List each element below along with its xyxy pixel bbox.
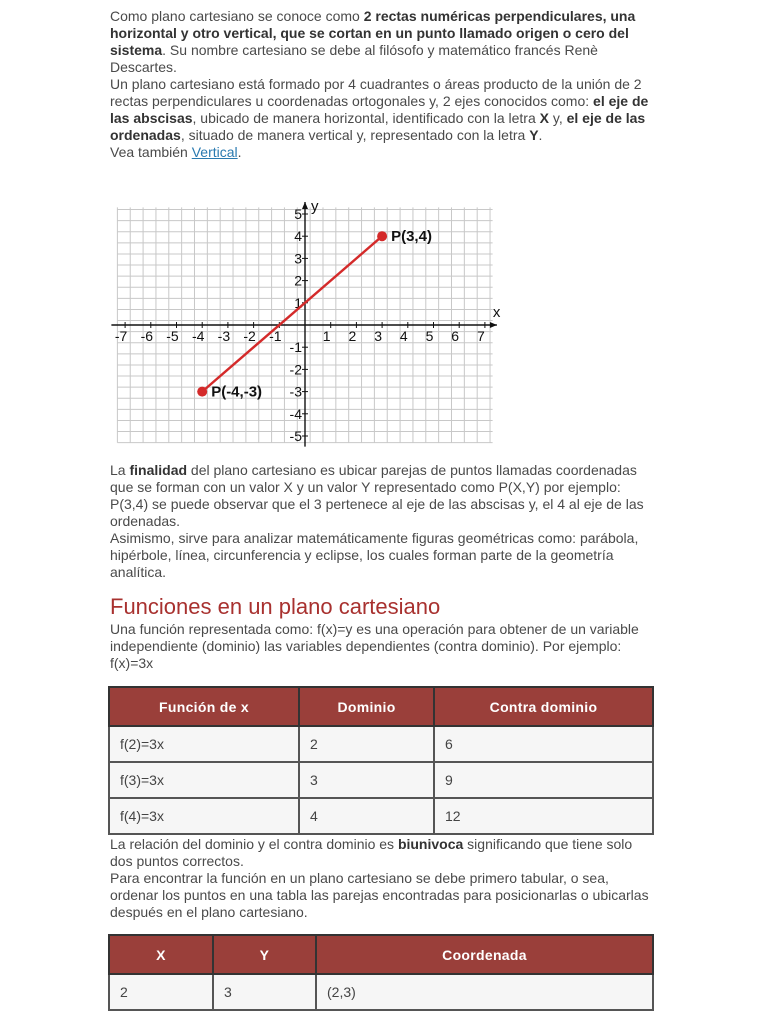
y-tick-label: 4 (294, 228, 302, 245)
point-label: P(3,4) (391, 228, 432, 246)
y-tick-label: 3 (294, 250, 302, 267)
see-also-suffix: . (237, 144, 242, 160)
header-contra-dominio: Contra dominio (434, 687, 653, 726)
finalidad-bold: finalidad (129, 462, 188, 478)
intro-bold-abscisas: el eje de las abscisas (110, 93, 649, 126)
table-cell: f(4)=3x (109, 798, 299, 834)
table-row (109, 726, 653, 762)
x-tick-label: 1 (322, 328, 331, 344)
x-tick-label: 2 (348, 328, 357, 344)
header-y: Y (213, 935, 316, 974)
finalidad-text: Asimismo, sirve para analizar matemáticamente figuras geométricas como: parábola, hipérbole, línea, circunferencia y eclipse, los cuales forman parte de la geometría analítica. (110, 530, 639, 580)
y-tick-label: -5 (289, 428, 302, 444)
intro-bold-x: X (539, 110, 549, 126)
intro-bold-ordenadas: el eje de las ordenadas (110, 110, 646, 143)
table-cell: f(3)=3x (109, 762, 299, 798)
table-cell: 6 (434, 726, 653, 762)
x-tick-label: -6 (140, 328, 154, 344)
x-tick-label: -3 (217, 328, 231, 344)
table-cell: 4 (299, 798, 434, 834)
intro-text: . (538, 127, 543, 143)
section-heading: Funciones en un plano cartesiano (110, 594, 441, 619)
table-header-row (109, 687, 653, 726)
y-tick-label: -3 (289, 383, 302, 400)
x-tick-label: 3 (374, 328, 382, 344)
finalidad-text: La (110, 462, 130, 478)
x-tick-label: 7 (477, 328, 485, 344)
x-tick-label: -7 (114, 328, 128, 344)
y-tick-label: 2 (294, 272, 302, 289)
table-row (109, 798, 653, 834)
x-tick-label: 6 (451, 328, 460, 344)
x-tick-label: 4 (399, 328, 408, 344)
intro-bold-y: Y (529, 127, 539, 143)
finalidad-text: del plano cartesiano es ubicar parejas de puntos llamadas coordenadas que se forman con un valor X y un valor Y representado como P(X,Y) por ejemplo: P(3,4) se puede observar que el 3 pertenece al eje de las abscisas y, el 4 al eje de las ordenadas. (110, 462, 644, 529)
finalidad-paragraph (110, 462, 658, 581)
x-tick-label: 5 (425, 328, 434, 344)
relacion-text: Para encontrar la función en un plano cartesiano se debe primero tabular, o sea, ordenar los puntos en una tabla las parejas encontradas para posicionarlas o ubicarlas después en el plano cartesiano. (110, 870, 649, 920)
intro-text: y, (548, 110, 567, 126)
table-row (109, 974, 653, 1010)
intro-text: , situado de manera vertical y, representado con la letra (180, 127, 530, 143)
coordinate-table (108, 934, 654, 1011)
relacion-bold: biunivoca (397, 836, 464, 852)
x-tick-label: -4 (191, 328, 205, 344)
header-coordenada: Coordenada (316, 935, 653, 974)
x-tick-label: -2 (243, 328, 256, 344)
intro-text: . Su nombre cartesiano se debe al filósofo y matemático francés Renè Descartes. (110, 42, 598, 75)
table-cell: 9 (434, 762, 653, 798)
point-label: P(-4,-3) (211, 383, 263, 401)
y-axis-arrow (302, 202, 308, 209)
intro-text: Un plano cartesiano está formado por 4 cuadrantes o áreas producto de la unión de 2 rectas perpendiculares u coordenadas ortogonales y, 2 ejes conocidos como: (110, 76, 642, 109)
funciones-paragraph: Una función representada como: f(x)=y es una operación para obtener de un variable independiente (dominio) las variables dependientes (contra dominio). Por ejemplo: f(x)=3x (110, 621, 639, 671)
y-tick-label: -4 (289, 405, 302, 422)
header-dominio: Dominio (299, 687, 434, 726)
intro-text: Como plano cartesiano se conoce como (110, 8, 364, 24)
y-tick-label: -2 (289, 361, 302, 378)
intro-text: , ubicado de manera horizontal, identificado con la letra (192, 110, 540, 126)
y-tick-label: 5 (294, 206, 302, 222)
relacion-paragraph (110, 836, 658, 921)
y-tick-label: 1 (294, 294, 302, 311)
table-cell: 12 (434, 798, 653, 834)
header-funcion: Función de x (109, 687, 299, 726)
table-cell: 2 (299, 726, 434, 762)
table-cell: (2,3) (316, 974, 653, 1010)
y-tick-label: -1 (289, 339, 302, 356)
table-cell: 2 (109, 974, 213, 1010)
data-point (377, 231, 387, 241)
x-axis-arrow (490, 322, 497, 328)
relacion-text: La relación del dominio y el contra dominio es (110, 836, 398, 852)
intro-paragraph (110, 8, 658, 161)
cartesian-plane-chart (108, 190, 508, 450)
x-axis-label: x (492, 304, 501, 321)
intro-bold-definition: 2 rectas numéricas perpendiculares, una horizontal y otro vertical, que se cortan en un punto llamado origen o cero del sistema (110, 8, 636, 58)
x-tick-label: -5 (166, 328, 179, 344)
table-cell: 3 (213, 974, 316, 1010)
table-header-row (109, 935, 653, 974)
x-tick-label: -1 (269, 328, 282, 344)
data-point (197, 387, 207, 397)
table-row (109, 762, 653, 798)
table-cell: f(2)=3x (109, 726, 299, 762)
vertical-link[interactable]: Vertical (191, 144, 238, 160)
relacion-text: significando que tiene solo dos puntos correctos. (110, 836, 633, 869)
function-table (108, 686, 654, 835)
y-axis-label: y (311, 198, 319, 215)
table-cell: 3 (299, 762, 434, 798)
header-x: X (109, 935, 213, 974)
see-also-prefix: Vea también (110, 144, 192, 160)
